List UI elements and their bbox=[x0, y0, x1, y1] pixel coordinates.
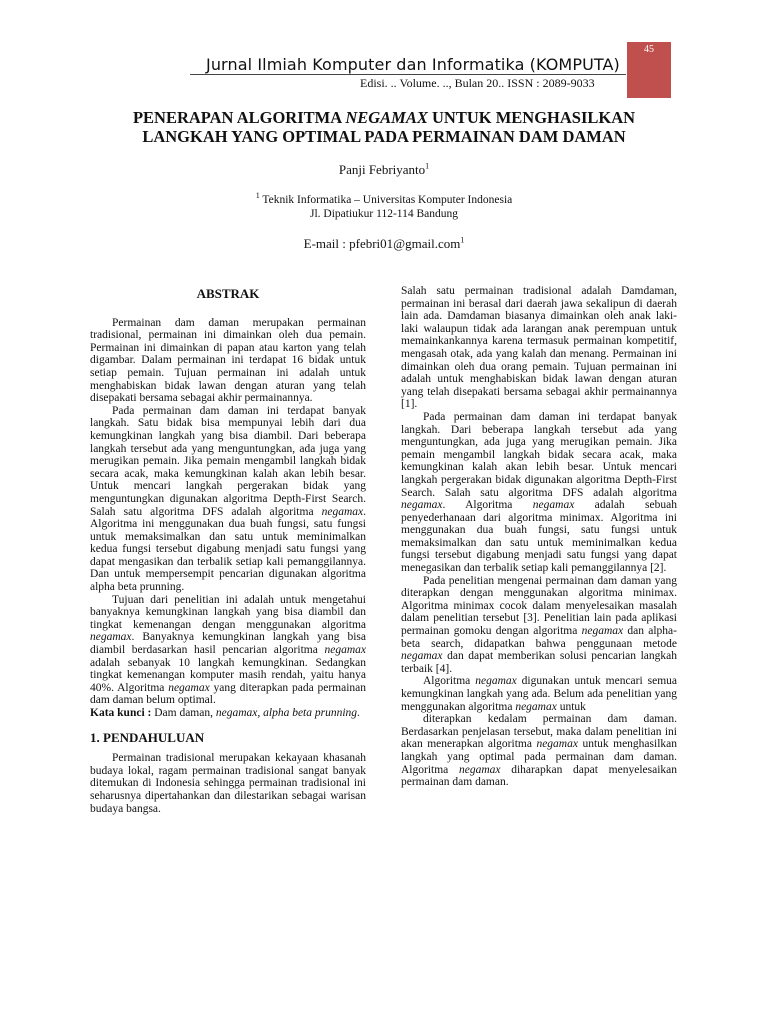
right-column bbox=[401, 285, 677, 789]
right-paragraph-5: diterapkan kedalam permainan dam daman. Berdasarkan penjelasan tersebut, maka dalam penelitian ini akan menerapkan algoritma negamax untuk menghasilkan langkah yang optimal pada permainan dam daman. Algoritma negamax diharapkan dapat menyelesaikan permainan dam daman. bbox=[401, 713, 677, 789]
section-heading-introduction: 1. PENDAHULUAN bbox=[90, 729, 205, 745]
introduction-paragraph-1: Permainan tradisional merupakan kekayaan khasanah budaya lokal, ragam permainan tradisional sangat banyak ditemukan di Indonesia sehingga permainan tradisional ini seharusnya dipertahankan dan dilestarikan sebagai warisan budaya bangsa. bbox=[90, 752, 366, 815]
abstract-heading: ABSTRAK bbox=[196, 286, 260, 301]
edition-line: Edisi. .. Volume. .., Bulan 20.. ISSN : 2089-9033 bbox=[360, 76, 595, 90]
affiliation-line-2: Jl. Dipatiukur 112-114 Bandung bbox=[310, 208, 458, 220]
paper-title bbox=[0, 108, 768, 146]
author-name: Panji Febriyanto$^1$ bbox=[338, 161, 430, 177]
right-paragraph-4: Algoritma negamax digunakan untuk mencari semua kemungkinan langkah yang ada. Belum ada penelitian yang menggunakan algoritma negamax untuk bbox=[401, 675, 677, 713]
abstract-paragraph-1: Permainan dam daman merupakan permainan tradisional, permainan ini dimainkan oleh dua pemain. Permainan ini dimainkan di papan atau karton yang telah digambar. Dalam permainan ini terdapat 16 bidak untuk setiap pemain. Tujuan permainan ini adalah untuk menghabiskan bidak lawan dengan aturan yang telah disepakati bersama sebagai akhir permainannya. bbox=[90, 316, 366, 405]
title-line-2: LANGKAH YANG OPTIMAL PADA PERMAINAN DAM DAMAN bbox=[142, 127, 626, 146]
affiliation-line-1: $^1$ Teknik Informatika – Universitas Komputer Indonesia bbox=[255, 191, 513, 206]
left-column bbox=[90, 285, 366, 815]
abstract-paragraph-2: Pada permainan dam daman ini terdapat banyak langkah. Satu bidak bisa mempunyai lebih dari dua kemungkinan langkah yang bisa diambil. Dari beberapa langkah tersebut ada yang menguntungkan, ada juga yang merugikan pemain. Jika pemain mengambil langkah bidak secara acak, maka kemungkinan kalah akan lebih besar. Untuk mencari langkah pergerakan bidak yang menguntungkan digunakan algoritma Depth-First Search. Salah satu algoritma DFS adalah algoritma negamax. Algoritma ini menggunakan dua buah fungsi, satu fungsi untuk memaksimalkan dan satu untuk meminimalkan kedua fungsi tersebut digabung menjadi satu fungsi yang dapat mengasikan dan terbalik setiap kali pemanggilannya. Dan untuk mempersempit pencarian digunakan algoritma alpha beta prunning. bbox=[90, 404, 366, 594]
keywords-label: Kata kunci : bbox=[90, 707, 152, 719]
abstract-paragraph-3: Tujuan dari penelitian ini adalah untuk mengetahui banyaknya kemungkinan langkah yang bisa diambil dan tingkat kemenangan dengan menggunakan algoritma negamax. Banyaknya kemungkinan langkah yang bisa diambil berdasarkan hasil pencarian algoritma negamax adalah sebanyak 10 langkah kemungkinan. Sedangkan tingkat kemenangan komputer masih rendah, yaitu hanya 40%. Algoritma negamax yang diterapkan pada permainan dam daman belum optimal. bbox=[90, 593, 366, 707]
title-line-1: PENERAPAN ALGORITMA NEGAMAX UNTUK MENGHASILKAN bbox=[132, 108, 636, 127]
email-line: E-mail : pfebri01@gmail.com$^1$ bbox=[303, 235, 465, 251]
title-negamax: NEGAMAX bbox=[345, 108, 428, 127]
header-rule bbox=[190, 74, 626, 75]
affiliation bbox=[0, 193, 768, 221]
page-number: 45 bbox=[644, 44, 654, 55]
right-paragraph-1: Salah satu permainan tradisional adalah Damdaman, permainan ini berasal dari daerah jawa sekalipun di daerah lain ada. Damdaman biasanya dimainkan oleh anak laki-laki walaupun tidak ada larangan anak perempuan untuk memainkankannya karena termasuk permainan kompetitif, mengasah otak, ada yang kalah dan menang. Permainan ini dimainkan oleh dua orang pemain. Tujuan permainan ini adalah untuk menghabiskan bidak lawan dengan aturan yang telah disepakati bersama sebagai akhir permainannya [1]. bbox=[401, 285, 677, 411]
keywords: Kata kunci : Dam daman, negamax, alpha beta prunning. bbox=[90, 707, 360, 719]
right-paragraph-2: Pada permainan dam daman ini terdapat banyak langkah. Dari beberapa langkah tersebut ada yang menguntungkan, ada juga yang merugikan pemain. Jika pemain mengambil langkah bidak secara acak, maka kemungkinan kalah akan lebih besar. Untuk mencari langkah pergerakan bidak digunakan algoritma Depth-First Search. Salah satu algoritma DFS adalah algoritma negamax. Algoritma negamax adalah sebuah penyederhanaan dari algoritma minimax. Algoritma ini menggunakan dua buah fungsi, satu fungsi untuk memaksimalkan dan satu untuk meminimalkan kedua fungsi tersebut digabung menjadi satu fungsi yang dapat menegasikan dan terbalik setiap kali pemanggilannya [2]. bbox=[401, 410, 677, 575]
right-paragraph-3: Pada penelitian mengenai permainan dam daman yang diterapkan dengan menggunakan algoritma minimax. Algoritma minimax cocok dalam menyelesaikan masalah dalam penelitian tersebut [3]. Penelitian lain pada aplikasi permainan gomoku dengan algoritma negamax dan alpha-beta search, didapatkan bahwa penggunaan metode negamax dan dapat memberikan solusi pencarian langkah terbaik [4]. bbox=[401, 574, 677, 675]
journal-title: Jurnal Ilmiah Komputer dan Informatika (KOMPUTA) bbox=[206, 55, 620, 74]
page-number-badge bbox=[627, 42, 671, 98]
